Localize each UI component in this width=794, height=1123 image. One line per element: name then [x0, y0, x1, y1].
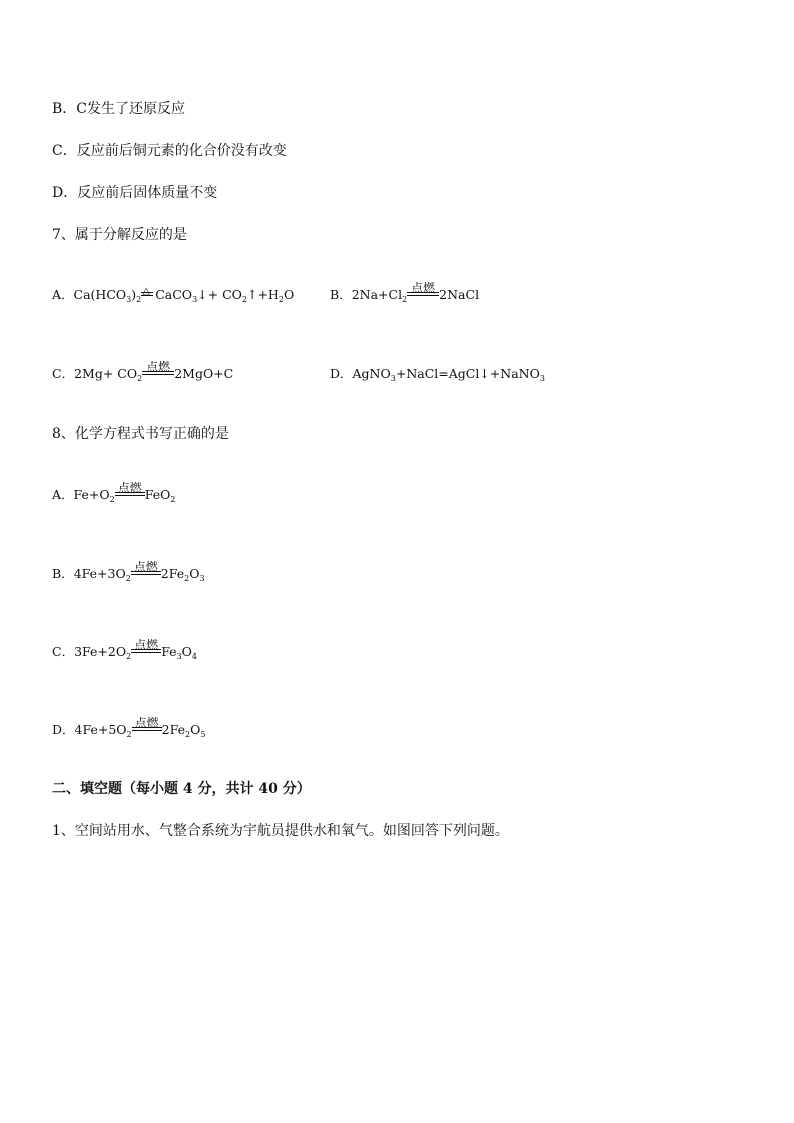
ignition-condition: 点燃 — [131, 644, 161, 660]
q8-stem: 8、化学方程式书写正确的是 — [52, 426, 229, 442]
q8-option-d: D．$4Fe+5O_2$ 点燃 $2Fe_2O_5$ — [52, 716, 206, 739]
q7-option-d: D．AgNO$_3$+NaCl=AgCl↓+NaNO$_3$ — [330, 366, 545, 383]
q8-option-b: B．$4Fe+3O_2$ 点燃 $2Fe_2O_3$ — [52, 560, 205, 583]
ignition-condition: 点燃 — [131, 566, 161, 582]
q7-option-c: C．$2Mg+ CO_2$ 点燃 2MgO+C — [52, 360, 234, 383]
heating-condition: △ — [141, 287, 155, 303]
q7-option-a: A．$Ca(HCO_3)_2$ △ CaCO$_3$↓+ $CO_2↑+H_2O$ — [52, 286, 295, 304]
q7-option-b: B．$2Na+Cl_2$ 点燃 2NaCl — [330, 281, 480, 304]
ignition-condition: 点燃 — [407, 287, 439, 303]
q6-option-b: B．C发生了还原反应 — [52, 101, 185, 117]
ignition-condition: 点燃 — [132, 722, 162, 738]
q8-option-a: A．$Fe+O_2$ 点燃 FeO$_2$ — [52, 481, 176, 504]
q6-option-d: D．反应前后固体质量不变 — [52, 185, 218, 201]
q7-stem: 7、属于分解反应的是 — [52, 227, 187, 243]
fill-blank-question-1: 1、空间站用水、气整合系统为宇航员提供水和氧气。如图回答下列问题。 — [52, 823, 509, 839]
ignition-condition: 点燃 — [142, 366, 174, 382]
q6-option-c: C．反应前后铜元素的化合价没有改变 — [52, 143, 287, 159]
ignition-condition: 点燃 — [115, 487, 145, 503]
section-heading: 二、填空题（每小题 4 分，共计 40 分） — [52, 781, 311, 797]
q8-option-c: C．$3Fe+2O_2$ 点燃 $Fe_3O_4$ — [52, 638, 198, 661]
